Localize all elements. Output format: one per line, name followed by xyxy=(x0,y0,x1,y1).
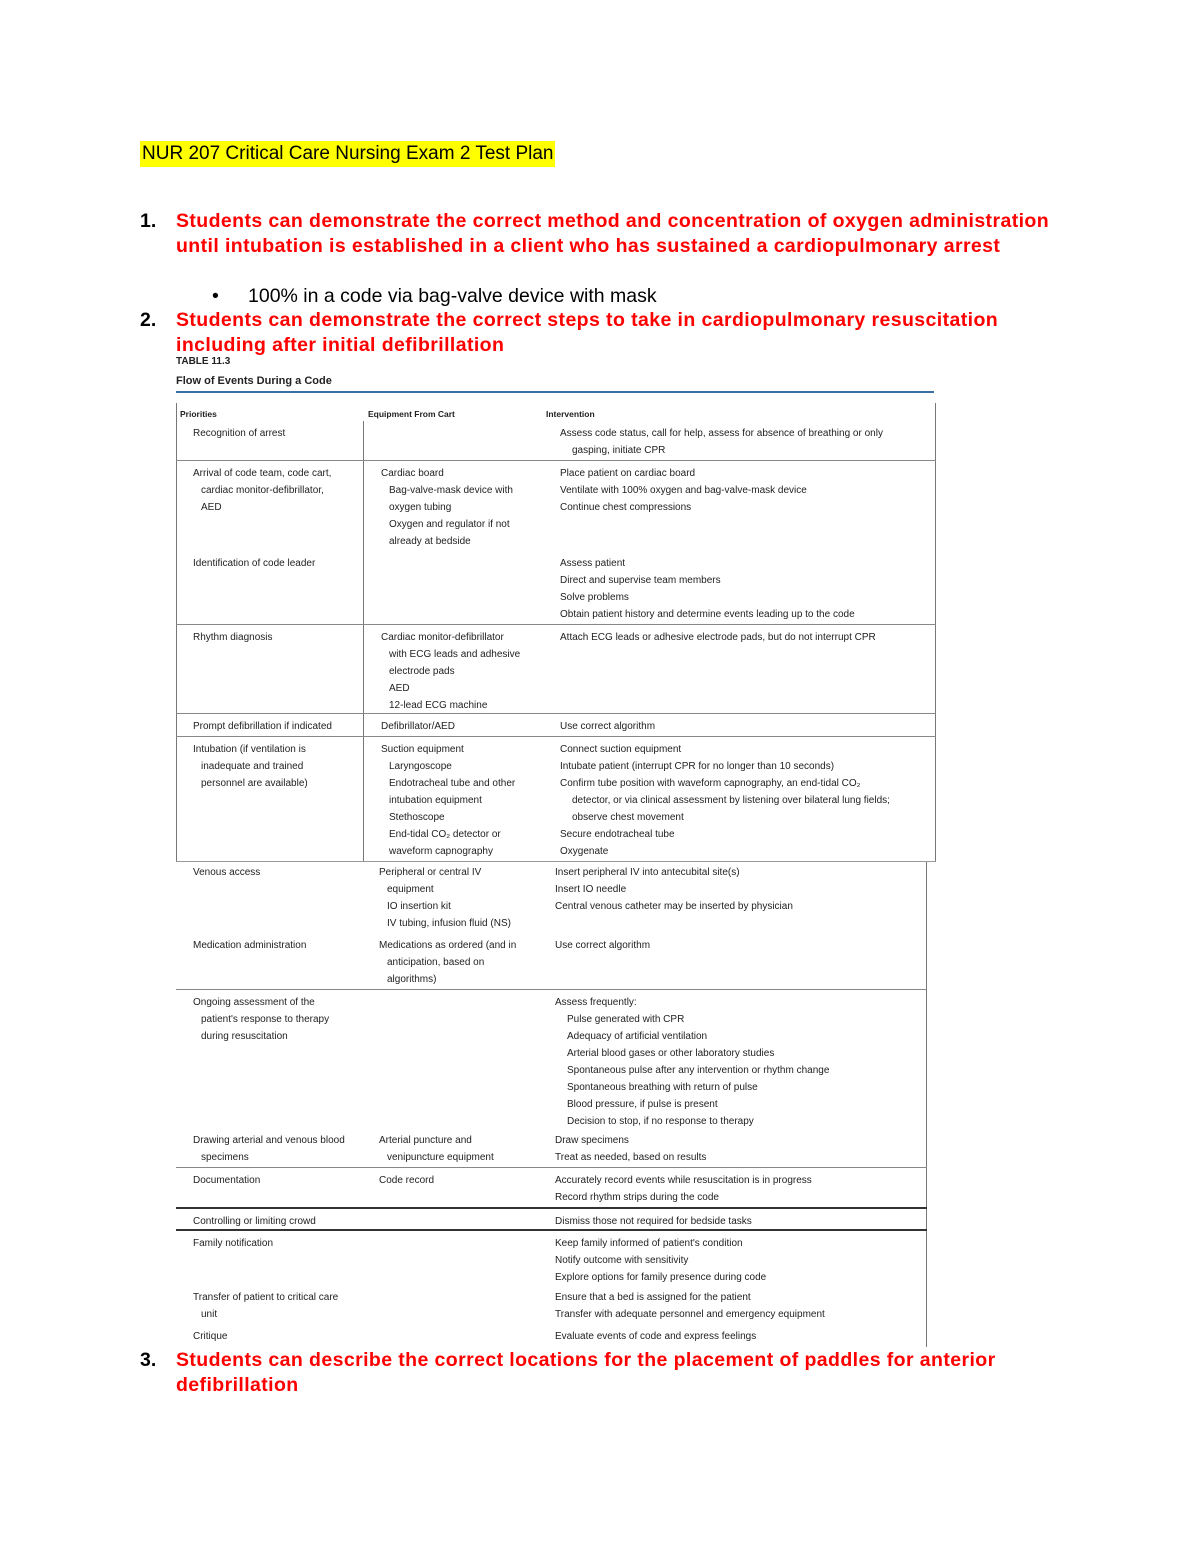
cell-line: Accurately record events while resuscitation is in progress xyxy=(555,1175,812,1186)
intervention-cell xyxy=(560,629,930,646)
cell-line: Prompt defibrillation if indicated xyxy=(193,721,332,732)
priority-cell xyxy=(193,741,363,792)
priority-cell xyxy=(193,994,363,1045)
cell-line: Cardiac monitor-defibrillator xyxy=(381,632,504,643)
cell-line: Venous access xyxy=(193,867,261,878)
objective-item-3 xyxy=(140,1348,1060,1398)
cell-line: AED xyxy=(201,502,222,513)
intervention-cell xyxy=(555,1132,925,1166)
cell-line: Assess patient xyxy=(560,558,626,569)
table-row xyxy=(176,460,936,547)
cell-line: Assess frequently: xyxy=(555,997,637,1008)
table-row xyxy=(176,736,936,857)
cell-line: inadequate and trained xyxy=(201,761,304,772)
bullet-icon: • xyxy=(212,285,219,307)
cell-line: specimens xyxy=(201,1152,249,1163)
cell-line: Attach ECG leads or adhesive electrode pads, but do not interrupt CPR xyxy=(560,632,876,643)
cell-line: Controlling or limiting crowd xyxy=(193,1216,316,1227)
cell-line: Code record xyxy=(379,1175,435,1186)
priority-cell xyxy=(193,1328,363,1345)
cell-line: Bag-valve-mask device with xyxy=(389,485,513,496)
cell-line: Decision to stop, if no response to therapy xyxy=(567,1116,754,1127)
cell-line: Stethoscope xyxy=(389,812,445,823)
header-intervention: Intervention xyxy=(546,409,595,419)
cell-line: End-tidal CO₂ detector or xyxy=(389,829,501,840)
cell-line: with ECG leads and adhesive xyxy=(389,649,521,660)
cell-line: equipment xyxy=(387,884,434,895)
cell-line: observe chest movement xyxy=(572,812,684,823)
table-row xyxy=(176,421,936,456)
cell-line: IO insertion kit xyxy=(387,901,451,912)
intervention-cell xyxy=(560,555,930,623)
table-row xyxy=(176,1207,927,1227)
priority-cell xyxy=(193,1289,363,1323)
cell-line: Continue chest compressions xyxy=(560,502,692,513)
cell-line: Confirm tube position with waveform capnography, an end-tidal CO₂ xyxy=(560,778,861,789)
intervention-cell xyxy=(560,718,930,735)
equipment-cell xyxy=(379,937,539,988)
item-number: 3. xyxy=(140,1349,157,1371)
header-equipment: Equipment From Cart xyxy=(368,409,455,419)
cell-line: Direct and supervise team members xyxy=(560,575,721,586)
cell-line: Family notification xyxy=(193,1238,274,1249)
intervention-cell xyxy=(555,937,925,954)
priority-cell xyxy=(193,555,363,572)
table-row xyxy=(176,713,936,732)
cell-line: Medications as ordered (and in xyxy=(379,940,517,951)
cell-line: 12-lead ECG machine xyxy=(389,700,488,711)
cell-line: Record rhythm strips during the code xyxy=(555,1192,719,1203)
cell-line: Insert peripheral IV into antecubital site(s) xyxy=(555,867,740,878)
table-row xyxy=(176,1285,927,1320)
cell-line: already at bedside xyxy=(389,536,471,547)
table-row xyxy=(176,551,936,620)
objective-item-1 xyxy=(140,209,1060,259)
item-text: Students can describe the correct locations for the placement of paddles for anterior defibrillation xyxy=(176,1349,996,1396)
cell-line: Pulse generated with CPR xyxy=(567,1014,685,1025)
intervention-cell xyxy=(555,1289,925,1323)
cell-line: Evaluate events of code and express feelings xyxy=(555,1331,757,1342)
priority-cell xyxy=(193,425,363,442)
intervention-cell xyxy=(555,994,925,1130)
intervention-cell xyxy=(560,465,930,516)
table-row xyxy=(176,1167,927,1203)
item-text: Students can demonstrate the correct steps to take in cardiopulmonary resuscitation including after initial defibrillation xyxy=(176,309,999,356)
cell-line: Transfer with adequate personnel and emergency equipment xyxy=(555,1309,825,1320)
table-row xyxy=(176,933,927,985)
priority-cell xyxy=(193,864,363,881)
cell-line: Connect suction equipment xyxy=(560,744,682,755)
cell-line: Keep family informed of patient's condition xyxy=(555,1238,743,1249)
intervention-cell xyxy=(560,741,930,860)
equipment-cell xyxy=(379,1172,539,1189)
cell-line: gasping, initiate CPR xyxy=(572,445,666,456)
item-number: 1. xyxy=(140,210,157,232)
cell-line: Obtain patient history and determine events leading up to the code xyxy=(560,609,855,620)
priority-cell xyxy=(193,718,363,735)
intervention-cell xyxy=(560,425,930,459)
item-text: Students can demonstrate the correct method and concentration of oxygen administration until intubation is established in a client who has sustained a cardiopulmonary arrest xyxy=(176,210,1050,257)
cell-line: Endotracheal tube and other xyxy=(389,778,516,789)
cell-line: detector, or via clinical assessment by listening over bilateral lung fields; xyxy=(572,795,890,806)
table-divider xyxy=(176,861,936,862)
priority-cell xyxy=(193,465,363,516)
table-row xyxy=(176,1324,927,1342)
priority-cell xyxy=(193,1172,363,1189)
cell-line: Intubate patient (interrupt CPR for no longer than 10 seconds) xyxy=(560,761,835,772)
item-number: 2. xyxy=(140,309,157,331)
cell-line: Recognition of arrest xyxy=(193,428,286,439)
cell-line: Drawing arterial and venous blood xyxy=(193,1135,345,1146)
equipment-cell xyxy=(379,1132,539,1166)
cell-line: Peripheral or central IV xyxy=(379,867,482,878)
cell-line: Central venous catheter may be inserted by physician xyxy=(555,901,793,912)
cell-line: Suction equipment xyxy=(381,744,464,755)
cell-line: Medication administration xyxy=(193,940,307,951)
cell-line: IV tubing, infusion fluid (NS) xyxy=(387,918,511,929)
cell-line: Place patient on cardiac board xyxy=(560,468,696,479)
table-row xyxy=(176,1128,927,1163)
cell-line: Arterial puncture and xyxy=(379,1135,472,1146)
cell-line: during resuscitation xyxy=(201,1031,288,1042)
equipment-cell xyxy=(379,864,539,932)
table-row xyxy=(176,989,927,1127)
cell-line: patient's response to therapy xyxy=(201,1014,330,1025)
cell-line: Spontaneous breathing with return of pulse xyxy=(567,1082,758,1093)
priority-cell xyxy=(193,1132,363,1166)
bullet-point xyxy=(212,284,657,309)
table-row xyxy=(176,624,936,711)
header-priorities: Priorities xyxy=(180,409,217,419)
column-divider xyxy=(363,421,364,861)
cell-line: Critique xyxy=(193,1331,228,1342)
cell-line: Oxygenate xyxy=(560,846,609,857)
cell-line: unit xyxy=(201,1309,218,1320)
intervention-cell xyxy=(555,1213,925,1230)
cell-line: Secure endotracheal tube xyxy=(560,829,675,840)
cell-line: Rhythm diagnosis xyxy=(193,632,273,643)
cell-line: intubation equipment xyxy=(389,795,482,806)
cell-line: Documentation xyxy=(193,1175,261,1186)
intervention-cell xyxy=(555,864,925,915)
equipment-cell xyxy=(381,629,541,714)
cell-line: Transfer of patient to critical care xyxy=(193,1292,339,1303)
priority-cell xyxy=(193,1235,363,1252)
cell-line: Ongoing assessment of the xyxy=(193,997,315,1008)
cell-line: oxygen tubing xyxy=(389,502,452,513)
cell-line: Assess code status, call for help, assess for absence of breathing or only xyxy=(560,428,883,439)
cell-line: anticipation, based on xyxy=(387,957,485,968)
cell-line: Insert IO needle xyxy=(555,884,627,895)
cell-line: Adequacy of artificial ventilation xyxy=(567,1031,708,1042)
cell-line: Oxygen and regulator if not xyxy=(389,519,510,530)
table-caption: TABLE 11.3 xyxy=(176,356,231,367)
table-title: Flow of Events During a Code xyxy=(176,375,332,387)
cell-line: Use correct algorithm xyxy=(560,721,656,732)
intervention-cell xyxy=(555,1235,925,1286)
cell-line: Ensure that a bed is assigned for the patient xyxy=(555,1292,751,1303)
cell-line: Dismiss those not required for bedside tasks xyxy=(555,1216,752,1227)
cell-line: Notify outcome with sensitivity xyxy=(555,1255,689,1266)
priority-cell xyxy=(193,1213,363,1230)
priority-cell xyxy=(193,629,363,646)
cell-line: Ventilate with 100% oxygen and bag-valve-mask device xyxy=(560,485,807,496)
equipment-cell xyxy=(381,718,541,735)
equipment-cell xyxy=(381,465,541,550)
cell-line: Identification of code leader xyxy=(193,558,316,569)
priority-cell xyxy=(193,937,363,954)
cell-line: Defibrillator/AED xyxy=(381,721,455,732)
equipment-cell xyxy=(381,741,541,860)
intervention-cell xyxy=(555,1172,925,1206)
cell-line: Arterial blood gases or other laboratory studies xyxy=(567,1048,775,1059)
cell-line: Draw specimens xyxy=(555,1135,629,1146)
objective-item-2 xyxy=(140,308,1060,358)
cell-line: AED xyxy=(389,683,410,694)
cell-line: Solve problems xyxy=(560,592,629,603)
column-divider xyxy=(176,403,177,861)
cell-line: personnel are available) xyxy=(201,778,308,789)
cell-line: Intubation (if ventilation is xyxy=(193,744,306,755)
intervention-cell xyxy=(555,1328,925,1345)
table-row xyxy=(176,1229,927,1283)
cell-line: cardiac monitor-defibrillator, xyxy=(201,485,324,496)
cell-line: Spontaneous pulse after any intervention or rhythm change xyxy=(567,1065,830,1076)
cell-line: Cardiac board xyxy=(381,468,444,479)
cell-line: Blood pressure, if pulse is present xyxy=(567,1099,718,1110)
cell-line: algorithms) xyxy=(387,974,437,985)
table-right-border xyxy=(935,403,936,861)
cell-line: Use correct algorithm xyxy=(555,940,651,951)
cell-line: Laryngoscope xyxy=(389,761,452,772)
cell-line: waveform capnography xyxy=(389,846,493,857)
cell-line: Explore options for family presence during code xyxy=(555,1272,767,1283)
cell-line: venipuncture equipment xyxy=(387,1152,494,1163)
cell-line: electrode pads xyxy=(389,666,455,677)
cell-line: Arrival of code team, code cart, xyxy=(193,468,332,479)
bullet-text: 100% in a code via bag-valve device with mask xyxy=(248,285,657,307)
page-title: NUR 207 Critical Care Nursing Exam 2 Test Plan xyxy=(140,141,555,167)
cell-line: Treat as needed, based on results xyxy=(555,1152,707,1163)
table-rule xyxy=(176,391,934,393)
